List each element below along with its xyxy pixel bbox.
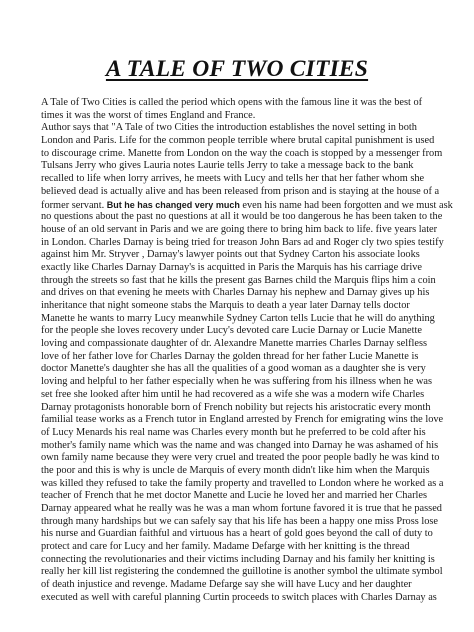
document-body: [41, 97, 453, 605]
body-line: Manette he wants to marry Lucy meanwhile Sydney Carton tells Lucie that he will do anything: [41, 312, 435, 324]
body-line: inheritance that night someone stabs the Marquis to death a year later Darnay tells doctor: [41, 300, 410, 311]
body-line: of Lucy Menards his real name was Charles every month but he preferred to be cold after his: [41, 426, 426, 438]
body-line: through many hardships but we can safely say that his life has been a happy one miss Pross lose: [41, 515, 439, 527]
body-line: loving and helpful to her father especially when he was suffering from his illness when he was: [41, 376, 433, 388]
emphasized-phrase: But he has changed very much: [106, 199, 240, 210]
body-line: Author says that "A Tale of two Cities the introduction establishes the novel setting in both: [41, 122, 417, 134]
body-line-text: even his name had been forgotten and we must ask: [239, 199, 453, 211]
body-line: recalled to life when lorry arrives, he meets with Lucy and tells her that her father whom she: [41, 173, 425, 185]
body-line: London and Paris. Life for the common people terrible where brutal capital punishment is used: [41, 135, 435, 147]
body-line: his nurse and Guardian faithful and virtuous has a heart of gold goes beyond the call of duty to: [41, 528, 433, 540]
body-line: [41, 199, 453, 212]
body-line: teacher of French that he met doctor Manette and Lucie he loved her and married her Charles: [41, 490, 428, 502]
body-line: familial tease works as a French tutor in England arrested by French for emigrating wins the love: [41, 414, 444, 426]
body-line: against him Mr. Stryver , Darnay's lawyer points out that Sydney Carton his associate looks: [41, 249, 420, 261]
body-line: own family name because they were very cruel and treated the poor people badly he was kind to: [41, 452, 440, 464]
body-line: connecting the revolutionaries and their victims including Darnay and his family her knitting is: [41, 553, 435, 565]
body-line: loving and compassionate daughter of dr. Alexandre Manette marries Charles Darnay selfless: [41, 338, 428, 350]
body-line: house of an old servant in Paris and we are going there to bring him back to life. five years later: [41, 223, 438, 235]
body-line: and drives on that evening he meets with Charles Darnay his nephew and Darnay gives up his: [41, 287, 430, 299]
body-line: was killed they refused to take the family property and travelled to London where he worked as a: [41, 477, 444, 489]
body-line: really her kill list registering the condemned the guillotine is another symbol the ultimate symbol: [41, 566, 443, 578]
body-line-text: former servant.: [41, 199, 107, 211]
body-line: Darnay protagonists honorable born of French nobility but rejects his aristocratic every month: [41, 401, 431, 413]
body-line: through the streets so fast that he kills the present gas Barnes child the Marquis flips him a coin: [41, 274, 436, 286]
body-line: exactly like Charles Darnay Darnay's is acquitted in Paris the Marquis has his carriage drive: [41, 261, 423, 273]
body-line: Tulsans Jerry who gives Lauria notes Laurie tells Jerry to take a message back to the bank: [41, 160, 414, 172]
body-line: for the people she loves recovery under Lucy's devoted care Lucie Darnay or Lucie Manette: [41, 325, 422, 337]
body-line: no questions about the past no questions at all it would be too dangerous he has been taken to the: [41, 211, 443, 223]
body-line: love of her father love for Charles Darnay the golden thread for her father Lucie Manette is: [41, 350, 419, 362]
body-line: doctor Manette's daughter she has all the qualities of a good woman as a daughter she is very: [41, 363, 426, 375]
body-line: mother's family name which was the name and was changed into Darnay he was ashamed of his: [41, 439, 439, 451]
body-line: to discourage crime. Manette from London on the way the coach is stopped by a messenger from: [41, 147, 443, 159]
body-line: the poor and this is why is uncle de Marquis of every month didn't like him when the Marquis: [41, 464, 430, 476]
body-line: Darnay appeared what he really was he was a man whom fortune favored it is true that he passed: [41, 503, 442, 514]
body-line: of death injustice and revenge. Madame Defarge say she will have Lucy and her daughter: [41, 579, 412, 591]
body-line: A Tale of Two Cities is called the period which opens with the famous line it was the best of: [41, 97, 423, 108]
document-title: A TALE OF TWO CITIES: [105, 56, 369, 82]
body-line: protect and care for Lucy and her family. Madame Defarge with her knitting is the thread: [41, 541, 410, 553]
body-line: in London. Charles Darnay is being tried for treason John Bars ad and Roger cly two spies testify: [41, 236, 444, 248]
body-line: believed dead is actually alive and has been released from prison and is staying at the house of a: [41, 185, 440, 197]
body-line: set free she looked after him until he had recovered as a wife she was a modern wife Charles: [41, 388, 425, 400]
body-line: times it was the worst of times England and France.: [41, 109, 256, 121]
body-line: executed as well with careful planning Curtin proceeds to switch places with Charles Darnay as: [41, 591, 437, 603]
